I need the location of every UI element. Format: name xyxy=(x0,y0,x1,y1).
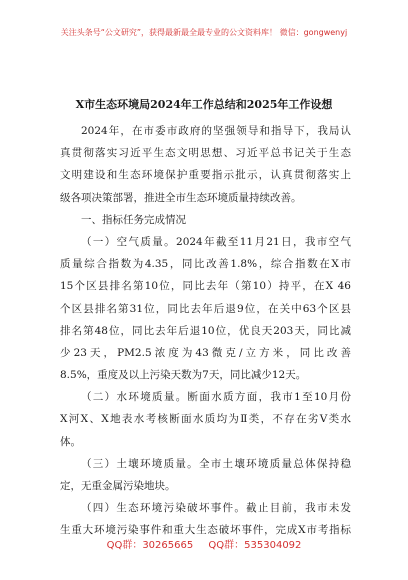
paragraph xyxy=(60,231,351,386)
text-line: 质量综合指数为4.35，同比改善1.8%，综合指数在X市 xyxy=(60,258,351,271)
text-line: 一、指标任务完成情况 xyxy=(81,213,186,226)
text-line: 体。 xyxy=(60,435,81,448)
paragraph xyxy=(60,497,351,541)
text-line: 8.5%，重度及以上污染天数为7天，同比减少12天。 xyxy=(60,369,307,382)
paragraph xyxy=(60,120,351,209)
text-line: 定，无重金属污染地块。 xyxy=(60,480,176,492)
text-line: 个区县排名第31位，同比去年后退9位，在关中63个区县 xyxy=(60,302,351,315)
document-title: X市生态环境局2024年工作总结和2025年工作设想 xyxy=(75,98,333,111)
qq-group-1: QQ群：30265665 xyxy=(106,540,194,551)
text-line: （三）土壤环境质量。全市土壤环境质量总体保持稳 xyxy=(81,457,351,470)
qq-group-2: QQ群：535304092 xyxy=(208,540,302,551)
document-body xyxy=(60,120,351,542)
paragraph xyxy=(60,386,351,453)
paragraph xyxy=(60,453,351,497)
text-line: 少23天，PM2.5浓度为43微克/立方米，同比改善 xyxy=(60,346,351,359)
section-heading xyxy=(60,209,351,231)
footer xyxy=(0,536,408,551)
text-line: X河X、X地表水考核断面水质均为Ⅱ类，不存在劣Ⅴ类水 xyxy=(60,413,351,426)
text-line: （二）水环境质量。断面水质方面，我市1至10月份 xyxy=(81,391,351,404)
text-line: 生重大环境污染事件和重大生态破坏事件，完成X市考指标 xyxy=(60,524,351,537)
text-line: 15个区县排名第10位，同比去年（第10）持平，在X 46 xyxy=(60,280,351,293)
text-line: （四）生态环境污染破坏事件。截止目前，我市未发 xyxy=(81,502,351,515)
text-line: 2024年，在市委市政府的坚强领导和指导下，我局认 xyxy=(81,125,351,137)
header-banner: 关注头条号“公文研究”，获得最新最全最专业的公文资料库！ 微信：gongwenyj xyxy=(60,28,348,37)
text-line: 排名第48位，同比去年后退10位，优良天203天，同比减 xyxy=(60,324,351,337)
text-line: 文明建设和生态环境保护重要指示批示，认真贯彻落实上 xyxy=(60,169,351,182)
text-line: （一）空气质量。2024年截至11月21日，我市空气 xyxy=(81,235,351,248)
text-line: 真贯彻落实习近平生态文明思想、习近平总书记关于生态 xyxy=(60,147,351,160)
text-line: 级各项决策部署，推进全市生态环境质量持续改善。 xyxy=(60,191,302,204)
